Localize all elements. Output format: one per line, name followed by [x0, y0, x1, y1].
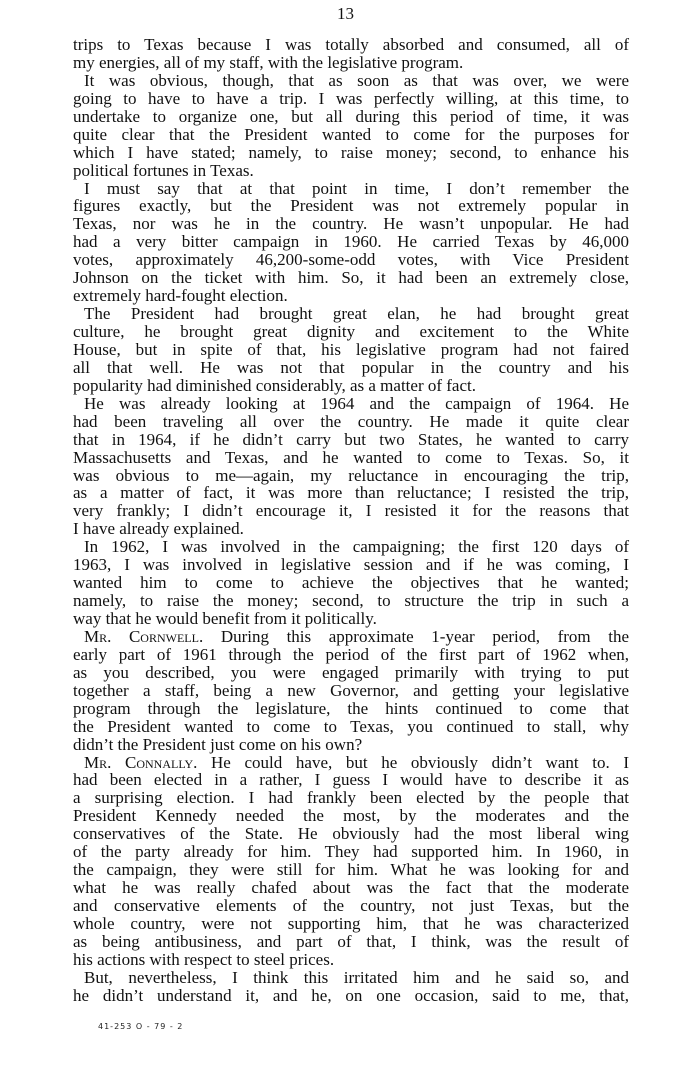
text-line	[73, 287, 629, 305]
line-text: the campaign, they were still for him. What he was looking for and	[73, 860, 629, 880]
text-line	[73, 556, 629, 574]
text-line	[73, 951, 629, 969]
text-line	[73, 233, 629, 251]
page-number: 13	[337, 4, 354, 23]
text-line	[73, 771, 629, 789]
line-text: I must say that at that point in time, I don’t remember the	[84, 178, 629, 198]
text-line	[73, 592, 629, 610]
text-line	[73, 646, 629, 664]
line-text: early part of 1961 through the period of the first part of 1962 when,	[73, 644, 629, 664]
text-line	[73, 682, 629, 700]
text-line	[73, 395, 629, 413]
line-text: he didn’t understand it, and he, on one occasion, said to me, that,	[73, 985, 629, 1005]
line-text: was obvious to me—again, my reluctance in encouraging the trip,	[73, 465, 629, 485]
text-line	[73, 90, 629, 108]
line-text: way that he would benefit from it politically.	[73, 609, 377, 628]
line-text: didn’t the President just come on his own?	[73, 734, 363, 754]
text-line	[73, 215, 629, 233]
line-text: and conservative elements of the country, not just Texas, but the	[73, 896, 629, 915]
line-text: had been elected in a rather, I guess I would have to describe it as	[73, 770, 629, 790]
text-line	[73, 736, 629, 754]
line-text: as a matter of fact, it was more than reluctance; I resisted the trip,	[73, 483, 629, 503]
text-line	[73, 754, 629, 772]
paragraph	[73, 538, 629, 628]
line-text: a surprising election. I had frankly been elected by the people that	[73, 788, 629, 808]
line-text: all that well. He was not that popular in the country and his	[73, 357, 629, 377]
line-text: as being antibusiness, and part of that, I think, was the result of	[73, 931, 629, 951]
text-line	[73, 538, 629, 556]
line-text: votes, approximately 46,200-some-odd votes, with Vice President	[73, 250, 629, 270]
text-line	[73, 467, 629, 485]
line-text: program through the legislature, the hints continued to come that	[73, 698, 629, 718]
line-text: He could have, but he obviously didn’t want to. I	[211, 752, 630, 772]
line-text: of the party already for him. They had supported him. In 1960, in	[73, 842, 629, 862]
line-text: political fortunes in Texas.	[73, 160, 254, 180]
text-line	[73, 933, 629, 951]
text-line	[73, 413, 629, 431]
testimony-paragraph	[73, 628, 629, 754]
line-text: my energies, all of my staff, with the legislative program.	[73, 52, 464, 72]
line-text: House, but in spite of that, his legislative program had not faired	[73, 339, 629, 359]
text-line	[73, 162, 629, 180]
text-line	[73, 449, 629, 467]
text-line	[73, 843, 629, 861]
line-text: his actions with respect to steel prices.	[73, 949, 335, 969]
paragraph	[73, 72, 629, 180]
line-text: It was obvious, though, that as soon as that was over, we were	[84, 70, 629, 90]
body-text	[73, 36, 629, 1005]
line-text: popularity had diminished considerably, as a matter of fact.	[73, 375, 476, 395]
text-line	[73, 825, 629, 843]
line-text: had a very bitter campaign in 1960. He carried Texas by 46,000	[73, 232, 629, 252]
text-line	[73, 610, 629, 628]
text-line	[73, 144, 629, 162]
paragraph	[73, 969, 629, 1005]
line-text: In 1962, I was involved in the campaigning; the first 120 days of	[84, 537, 629, 557]
line-text: undertake to organize one, but all during this period of time, it was	[73, 106, 629, 126]
text-line	[73, 108, 629, 126]
line-text: extremely hard-fought election.	[73, 286, 288, 306]
text-line	[73, 664, 629, 682]
text-line	[73, 54, 629, 72]
text-line	[73, 377, 629, 395]
text-line	[73, 431, 629, 449]
speaker-name: Mr. Connally.	[84, 752, 198, 772]
line-text: During this approximate 1-year period, from the	[220, 626, 629, 646]
text-line	[73, 897, 629, 915]
line-text: as you described, you were engaged primarily with trying to put	[73, 662, 629, 682]
paragraph	[73, 305, 629, 395]
paragraph	[73, 36, 629, 72]
testimony-paragraph	[73, 754, 629, 969]
text-line	[73, 197, 629, 215]
text-line	[73, 323, 629, 341]
text-line	[73, 628, 629, 646]
line-text: President Kennedy needed the most, by the moderates and the	[73, 806, 629, 826]
text-line	[73, 915, 629, 933]
line-text: figures exactly, but the President was not extremely popular in	[73, 196, 629, 216]
line-text: Johnson on the ticket with him. So, it had been an extremely close,	[73, 268, 629, 288]
line-text: whole country, were not supporting him, that he was characterized	[73, 913, 629, 933]
paragraph	[73, 180, 629, 306]
text-line	[73, 72, 629, 90]
paragraph	[73, 395, 629, 539]
line-text: quite clear that the President wanted to come for the purposes for	[73, 124, 629, 144]
text-line	[73, 879, 629, 897]
line-text: very frankly; I didn’t encourage it, I resisted it for the reasons that	[73, 501, 629, 521]
text-line	[73, 987, 629, 1005]
line-text: But, nevertheless, I think this irritated him and he said so, and	[84, 967, 629, 987]
line-text: I have already explained.	[73, 519, 244, 539]
text-line	[73, 484, 629, 502]
line-text: wanted him to come to achieve the objectives that he wanted;	[73, 573, 629, 593]
line-text: The President had brought great elan, he had brought great	[84, 304, 629, 324]
line-text: what he was really chafed about was the fact that the moderate	[73, 878, 629, 898]
text-line	[73, 359, 629, 377]
text-line	[73, 180, 629, 198]
line-text: Texas, nor was he in the country. He wasn’t unpopular. He had	[73, 214, 629, 234]
line-text: trips to Texas because I was totally absorbed and consumed, all of	[73, 35, 629, 54]
speaker-name: Mr. Cornwell.	[84, 626, 204, 646]
line-text: Massachusetts and Texas, and he wanted to come to Texas. So, it	[73, 447, 629, 467]
line-text: had been traveling all over the country. He made it quite clear	[73, 411, 629, 431]
text-line	[73, 861, 629, 879]
text-line	[73, 789, 629, 807]
text-line	[73, 36, 629, 54]
line-text: conservatives of the State. He obviously had the most liberal wing	[73, 824, 629, 844]
text-line	[73, 807, 629, 825]
text-line	[73, 718, 629, 736]
line-text: that in 1964, if he didn’t carry but two States, he wanted to carry	[73, 429, 629, 449]
text-line	[73, 502, 629, 520]
line-text: He was already looking at 1964 and the campaign of 1964. He	[84, 393, 629, 413]
text-line	[73, 251, 629, 269]
text-line	[73, 574, 629, 592]
line-text: 1963, I was involved in legislative session and if he was coming, I	[73, 555, 629, 575]
line-text: which I have stated; namely, to raise money; second, to enhance his	[73, 142, 629, 162]
line-text: together a staff, being a new Governor, and getting your legislative	[73, 680, 629, 700]
footer-print-code: 41-253 O - 79 - 2	[98, 1022, 184, 1031]
text-line	[73, 969, 629, 987]
line-text: culture, he brought great dignity and excitement to the White	[73, 322, 629, 341]
text-line	[73, 700, 629, 718]
text-line	[73, 341, 629, 359]
line-text: going to have to have a trip. I was perfectly willing, at this time, to	[73, 88, 629, 108]
text-line	[73, 269, 629, 287]
text-line	[73, 126, 629, 144]
text-line	[73, 305, 629, 323]
line-text: the President wanted to come to Texas, you continued to stall, why	[73, 716, 629, 736]
line-text: namely, to raise the money; second, to structure the trip in such a	[73, 591, 629, 611]
text-line	[73, 520, 629, 538]
